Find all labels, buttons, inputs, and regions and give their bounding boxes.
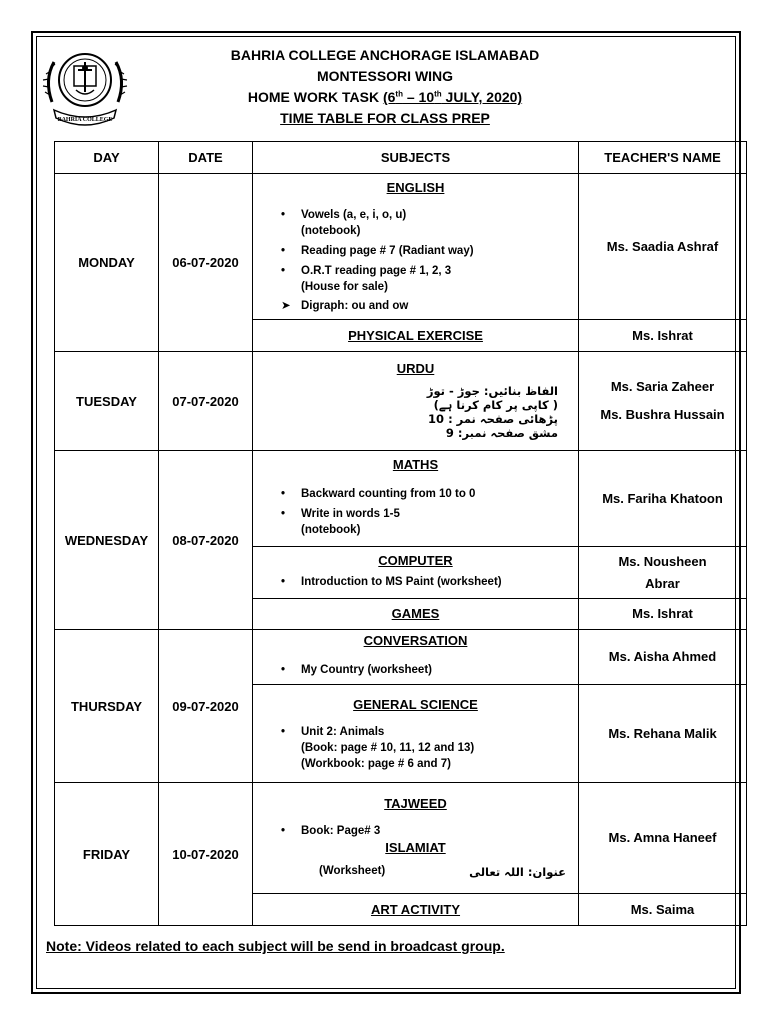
list-item: • O.R.T reading page # 1, 2, 3 (House for sale) (281, 263, 572, 295)
timetable (54, 141, 747, 926)
subject-general-science: GENERAL SCIENCE • Unit 2: Animals (Book: page # 10, 11, 12 and 13) (Workbook: page # 6 and 7) (253, 685, 579, 783)
teacher-cell: Ms. Nousheen Abrar (579, 547, 747, 599)
day-cell: WEDNESDAY (55, 451, 159, 630)
date-cell: 09-07-2020 (159, 630, 253, 783)
date-cell: 08-07-2020 (159, 451, 253, 630)
list-item: • Reading page # 7 (Radiant way) (281, 243, 572, 259)
document-header (130, 45, 640, 129)
wing-name: MONTESSORI WING (316, 68, 454, 84)
table-header-row (55, 142, 747, 174)
subject-art (253, 894, 579, 926)
teacher-cell: Ms. Ishrat (579, 320, 747, 352)
day-cell: THURSDAY (55, 630, 159, 783)
list-item: • Unit 2: Animals (281, 724, 572, 740)
list-item: • My Country (worksheet) (281, 662, 572, 678)
subject-computer (253, 547, 579, 599)
table-row (55, 783, 747, 894)
subject-title: ENGLISH (386, 180, 445, 195)
svg-text:BAHRIA COLLEGE: BAHRIA COLLEGE (57, 117, 113, 123)
arrow-bullet-icon: ➤ (281, 300, 291, 312)
islamiat-task: (Worksheet) عنوان: اللہ تعالی (319, 865, 566, 879)
col-day: DAY (55, 142, 159, 174)
teacher-cell: Ms. Ishrat (579, 599, 747, 630)
table-row (55, 630, 747, 685)
timetable-title: TIME TABLE FOR CLASS PREP (280, 110, 490, 126)
col-teacher: TEACHER'S NAME (579, 142, 747, 174)
date-cell: 10-07-2020 (159, 783, 253, 926)
teacher-cell: Ms. Saadia Ashraf (579, 174, 747, 320)
homework-title: HOME WORK TASK (6th – 10th JULY, 2020) (247, 89, 523, 105)
subject-title: MATHS (392, 456, 439, 472)
subject-title: COMPUTER (378, 552, 453, 568)
teacher-cell: Ms. Saima (579, 894, 747, 926)
list-item: • Write in words 1-5 (notebook) (281, 506, 572, 538)
table-row (55, 174, 747, 320)
table-row (55, 451, 747, 547)
teacher-cell: Ms. Amna Haneef (579, 783, 747, 894)
list-item: • Book: Page# 3 (281, 823, 572, 839)
teacher-cell: Ms. Aisha Ahmed (579, 630, 747, 685)
subject-english (253, 174, 579, 320)
list-item: • Backward counting from 10 to 0 (281, 486, 572, 502)
day-cell: TUESDAY (55, 352, 159, 451)
subject-conversation (253, 630, 579, 685)
col-subjects: SUBJECTS (253, 142, 579, 174)
subject-title: URDU (396, 361, 435, 376)
subject-title: PHYSICAL EXERCISE (348, 327, 483, 343)
college-name: BAHRIA COLLEGE ANCHORAGE ISLAMABAD (230, 47, 540, 63)
col-date: DATE (159, 142, 253, 174)
urdu-homework: الفاظ بنائیں: جوڑ - توڑ ( کاپی پر کام کرنا ہے) پڑھائی صفحہ نمر : 10 مشق صفحہ نمبر: 9 (426, 384, 558, 440)
list-item: • Introduction to MS Paint (worksheet) (281, 574, 572, 590)
subject-pe (253, 320, 579, 352)
subject-title: ART ACTIVITY (370, 901, 461, 917)
subject-title: GAMES (391, 606, 440, 621)
teacher-cell: Ms. Fariha Khatoon (579, 451, 747, 547)
college-crest-icon (40, 40, 130, 130)
teacher-cell: Ms. Rehana Malik (579, 685, 747, 783)
day-cell: FRIDAY (55, 783, 159, 926)
subject-urdu (253, 352, 579, 451)
table-row (55, 352, 747, 451)
teacher-cell: Ms. Saria Zaheer Ms. Bushra Hussain (579, 352, 747, 451)
subject-tajweed-islamiat (253, 783, 579, 894)
subject-title: CONVERSATION (363, 633, 468, 648)
list-item: • Vowels (a, e, i, o, u) (notebook) (281, 207, 572, 239)
subject-title: GENERAL SCIENCE (353, 696, 478, 712)
subject-games (253, 599, 579, 630)
day-cell: MONDAY (55, 174, 159, 352)
subject-title: TAJWEED (384, 796, 447, 811)
list-item: ➤ Digraph: ou and ow (281, 300, 409, 312)
date-cell: 06-07-2020 (159, 174, 253, 352)
subject-title: ISLAMIAT (385, 840, 446, 855)
note-text: Note: Videos related to each subject will be send in broadcast group. (46, 938, 505, 954)
date-cell: 07-07-2020 (159, 352, 253, 451)
subject-maths (253, 451, 579, 547)
